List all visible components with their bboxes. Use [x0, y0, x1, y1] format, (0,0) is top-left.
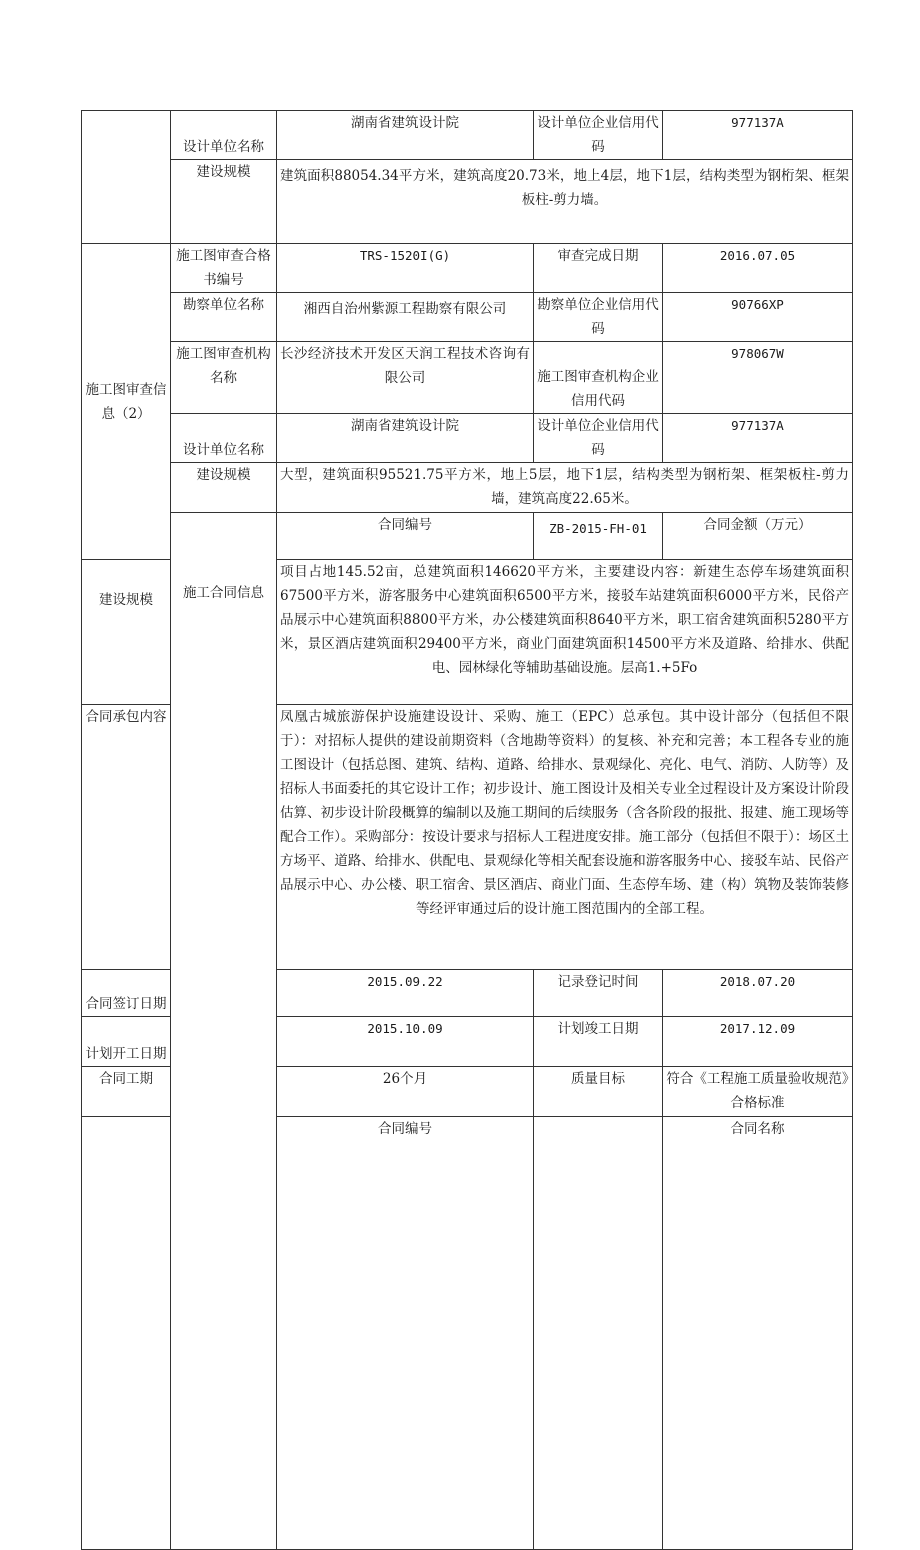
section-cell-empty: [82, 111, 171, 244]
scale-label: 建设规模: [171, 160, 277, 244]
start-date-label: 计划开工日期: [82, 1017, 171, 1067]
start-date-value: 2015.10.09: [277, 1017, 534, 1067]
design-credit-label: 设计单位企业信用代码: [534, 414, 663, 463]
contract-scale-text: 项目占地145.52亩，总建筑面积146620平方米，主要建设内容：新建生态停车场建筑面积67500平方米，游客服务中心建筑面积6500平方米，接驳车站建筑面积6000平方米，民俗产品展示中心建筑面积8800平方米，办公楼建筑面积8640平方米，职工宿舍建筑面积5280平方米，景区酒店建筑面积29400平方米，商业门面建筑面积14500平方米及道路、给排水、供配电、园林绿化等辅助基础设施。层高1.+5Fo: [277, 560, 853, 705]
section-title-contract: 施工合同信息: [171, 513, 277, 1550]
table-row: [82, 513, 853, 560]
survey-credit-code: 90766XP: [663, 293, 853, 342]
cert-no-label: 施工图审查合格书编号: [171, 244, 277, 293]
contract-scope-text: 凤凰古城旅游保护设施建设设计、采购、施工（EPC）总承包。其中设计部分（包括但不限于）：对招标人提供的建设前期资料（含地勘等资料）的复核、补充和完善；本工程各专业的施工图设计（包括总图、建筑、结构、道路、给排水、景观绿化、亮化、电气、消防、人防等）及招标人书面委托的其它设计工作；初步设计、施工图设计及相关专业全过程设计及方案设计阶段估算、初步设计阶段概算的编制以及施工期间的后续服务（含各阶段的报批、报建、施工现场等配合工作）。采购部分：按设计要求与招标人工程进度安排。施工部分（包括但不限于）：场区土方场平、道路、给排水、供配电、景观绿化等相关配套设施和游客服务中心、接驳车站、民俗产品展示中心、办公楼、职工宿舍、景区酒店、商业门面、生态停车场、建（构）筑物及装饰装修等经评审通过后的设计施工图范围内的全部工程。: [277, 705, 853, 970]
sign-date-value: 2015.09.22: [277, 970, 534, 1017]
design-credit-code: 977137A: [663, 111, 853, 160]
sign-date-label: 合同签订日期: [82, 970, 171, 1017]
contract-amount-label: 合同金额（万元）: [663, 513, 853, 560]
scale-label: 建设规模: [171, 463, 277, 513]
design-unit-name: 湖南省建筑设计院: [277, 414, 534, 463]
design-credit-label: 设计单位企业信用代码: [534, 111, 663, 160]
finish-date-value: 2016.07.05: [663, 244, 853, 293]
review-credit-label: 施工图审查机构企业信用代码: [534, 342, 663, 414]
quality-label: 质量目标: [534, 1067, 663, 1117]
contract-scale-label: 建设规模: [82, 560, 171, 705]
record-time-label: 记录登记时间: [534, 970, 663, 1017]
project-info-table: [81, 110, 853, 1550]
section-cell-empty: [82, 1117, 171, 1550]
quality-value: 符合《工程施工质量验收规范》合格标准: [663, 1067, 853, 1117]
survey-credit-label: 勘察单位企业信用代码: [534, 293, 663, 342]
supervision-no-label: 合同编号: [277, 1117, 534, 1550]
design-credit-code: 977137A: [663, 414, 853, 463]
contract-scope-label: 合同承包内容: [82, 705, 171, 970]
scale-text: 大型，建筑面积95521.75平方米，地上5层，地下1层，结构类型为钢桁架、框架板柱-剪力墙，建筑高度22.65米。: [277, 463, 853, 513]
design-unit-label: 设计单位名称: [171, 414, 277, 463]
table-row: [82, 463, 853, 513]
contract-no-value: ZB-2015-FH-01: [534, 513, 663, 560]
contract-no-label: 合同编号: [277, 513, 534, 560]
table-row: [82, 244, 853, 293]
review-org-label: 施工图审查机构名称: [171, 342, 277, 414]
finish-date-label: 计划竣工日期: [534, 1017, 663, 1067]
design-unit-label: 设计单位名称: [171, 111, 277, 160]
finish-date-value: 2017.12.09: [663, 1017, 853, 1067]
record-time-value: 2018.07.20: [663, 970, 853, 1017]
table-row: [82, 342, 853, 414]
cert-no-value: TRS-1520I(G): [277, 244, 534, 293]
supervision-name-label: 合同名称: [663, 1117, 853, 1550]
survey-unit-label: 勘察单位名称: [171, 293, 277, 342]
scale-text: 建筑面积88054.34平方米，建筑高度20.73米，地上4层，地下1层，结构类型为钢桁架、框架板柱-剪力墙。: [277, 160, 853, 244]
review-org-name: 长沙经济技术开发区天润工程技术咨询有限公司: [277, 342, 534, 414]
table-row: [82, 160, 853, 244]
design-unit-name: 湖南省建筑设计院: [277, 111, 534, 160]
table-row: [82, 414, 853, 463]
review-credit-code: 978067W: [663, 342, 853, 414]
duration-label: 合同工期: [82, 1067, 171, 1117]
survey-unit-name: 湘西自治州紫源工程勘察有限公司: [277, 293, 534, 342]
supervision-no-value: [534, 1117, 663, 1550]
table-row: [82, 111, 853, 160]
duration-value: 26个月: [277, 1067, 534, 1117]
section-title-drawing-review: 施工图审查信息（2）: [82, 244, 171, 560]
finish-date-label: 审查完成日期: [534, 244, 663, 293]
table-row: [82, 293, 853, 342]
